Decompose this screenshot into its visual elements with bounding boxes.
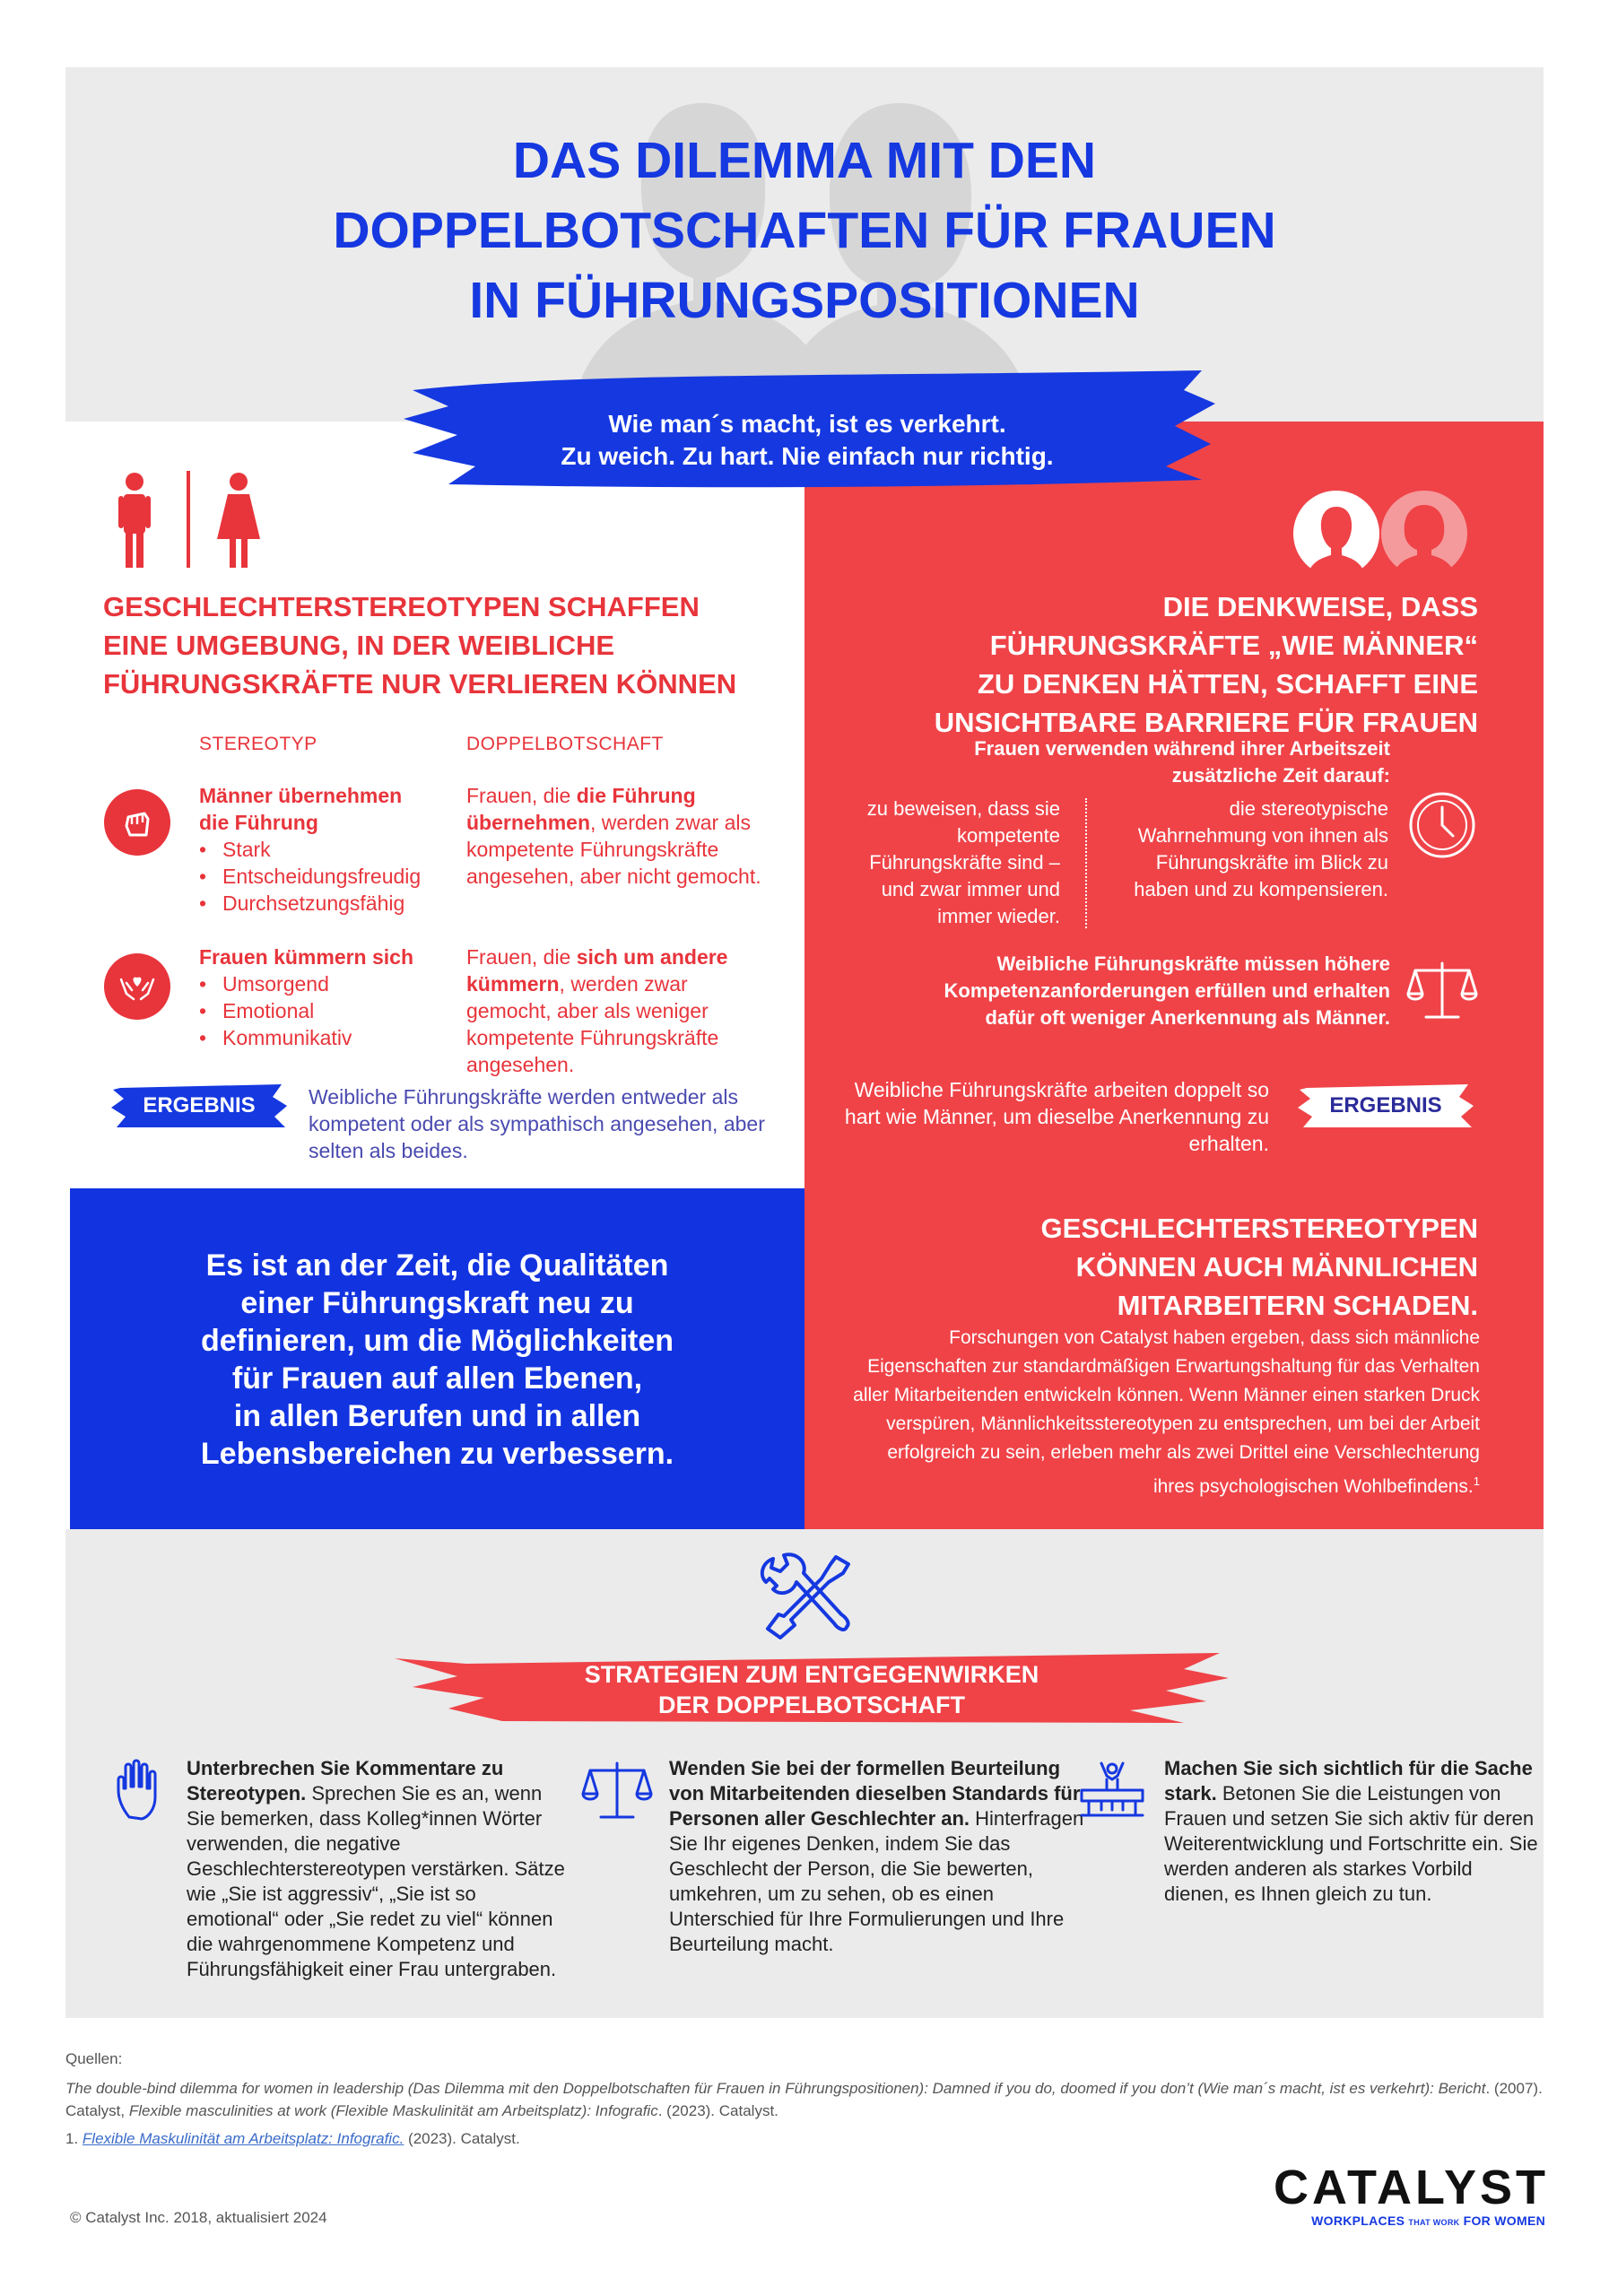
callout-line: Lebensbereichen zu verbessern.: [200, 1437, 674, 1471]
competence-text: Weibliche Führungskräfte müssen höhere Kompetenzanforderungen erfüllen und erhalten dafür oft weniger Anerkennung als Männer.: [944, 952, 1390, 1029]
double-message-2: [466, 944, 762, 1078]
strategies-title: [395, 1659, 1229, 1720]
source-citation: [65, 2077, 1545, 2122]
fist-icon: [104, 789, 170, 856]
list-item: • Emotional: [199, 997, 459, 1024]
strategy-title: Unterbrechen Sie Kommentare zu Stereotypen.: [187, 1757, 504, 1805]
subtitle-line: Zu weich. Zu hart. Nie einfach nur richtig.: [561, 442, 1054, 470]
double-message-1: [466, 782, 798, 890]
strategy-advocate: [1164, 1756, 1541, 1907]
text-segment: THAT WORK: [1408, 2218, 1460, 2227]
list-item: • Umsorgend: [199, 970, 459, 997]
time-compensate-text: die stereotypische Wahrnehmung von ihnen als Führungskräfte im Blick zu haben und zu kompensieren.: [1134, 797, 1388, 900]
left-heading: [103, 587, 803, 703]
strategy-body: Betonen Sie die Leistungen von Frauen und setzen Sie sich aktiv für deren Weiterentwicklung und Fortschritte ein. Sie werden anderen als starkes Vorbild dienen, es Ihnen gleich zu tun.: [1164, 1782, 1538, 1905]
list-item: • Entscheidungsfreudig: [199, 863, 459, 890]
time-intro-line: Frauen verwenden während ihrer Arbeitszeit: [974, 737, 1390, 760]
scale-icon: [581, 1760, 653, 1822]
stereotype-title: die Führung: [199, 811, 318, 834]
male-text-body: Forschungen von Catalyst haben ergeben, dass sich männliche Eigenschaften zur standardmäßigen Erwartungshaltung für das Verhalten aller Mitarbeitenden entwickeln können. Wenn Männer einen starken Druck verspüren, Männlichkeitsstereotypen zu entsprechen, um bei der Arbeit erfolgreich zu sein, erleben mehr als zwei Drittel eine Verschlechterung ihres psychologischen Wohlbefindens.: [853, 1327, 1480, 1497]
text-segment: , werden zwar gemocht, aber als weniger kompetente Führungskräfte angesehen.: [466, 972, 719, 1076]
column-header-double: DOPPELBOTSCHAFT: [466, 734, 664, 754]
podium-champion-icon: [1076, 1760, 1148, 1822]
strategy-interrupt: [187, 1756, 572, 1982]
right-heading-line: DIE DENKWEISE, DASS: [1162, 591, 1478, 622]
column-header-stereotype: STEREOTYP: [199, 734, 317, 754]
left-heading-line: GESCHLECHTERSTEREOTYPEN SCHAFFEN: [103, 591, 700, 622]
raised-hand-icon: [115, 1758, 169, 1821]
list-item: • Stark: [199, 836, 459, 863]
male-text: [848, 1324, 1480, 1501]
strategy-title: Wenden Sie bei der formellen Beurteilung von Mitarbeitenden dieselben Standards für Personen aller Geschlechter an.: [669, 1757, 1081, 1830]
time-intro: [807, 735, 1390, 789]
stereotype-title: Frauen kümmern sich: [199, 945, 414, 969]
text-segment: Frauen, die: [466, 784, 577, 807]
list-item: • Kommunikativ: [199, 1024, 459, 1051]
left-heading-line: FÜHRUNGSKRÄFTE NUR VERLIEREN KÖNNEN: [103, 668, 737, 700]
callout-line: definieren, um die Möglichkeiten: [200, 1324, 674, 1358]
text-segment: The double-bind dilemma for women in leadership (Das Dilemma mit den Doppelbotschaften für Frauen in Führungspositionen): Damned if you do, doomed if you don’t (Wie man´s macht, ist es verkehrt): Bericht: [65, 2080, 1486, 2097]
caring-hands-icon: [104, 953, 170, 1020]
male-heading-line: MITARBEITERN SCHADEN.: [1117, 1290, 1478, 1321]
scale-icon: [1406, 958, 1478, 1024]
callout-line: einer Führungskraft neu zu: [240, 1286, 634, 1320]
right-heading: [807, 587, 1478, 742]
footnote-mark: 1: [1473, 1474, 1480, 1488]
man-woman-icon: [115, 471, 267, 570]
time-proof-text: zu beweisen, dass sie kompetente Führungskräfte sind – und zwar immer und immer wieder.: [866, 797, 1060, 927]
clock-icon: [1406, 789, 1478, 861]
subtitle-line: Wie man´s macht, ist es verkehrt.: [608, 410, 1006, 438]
text-segment: (2023). Catalyst.: [404, 2130, 520, 2147]
text-segment: . (2007). Catalyst,: [65, 2080, 1543, 2119]
strategy-body: Sprechen Sie es an, wenn Sie bemerken, dass Kolleg*innen Wörter verwenden, die negative Geschlechterstereotypen verstärken. Sätze wie „Sie ist aggressiv“, „Sie ist so emotional“ oder „Sie redet zu viel“ können die wahrgenommene Kompetenz und Führungsfähigkeit einer Frau untergraben.: [187, 1782, 565, 1980]
ergebnis-badge-right: [1296, 1081, 1475, 1131]
title-line: DAS DILEMMA MIT DEN: [512, 132, 1097, 189]
ergebnis-badge-left: [109, 1081, 289, 1131]
text-segment: WORKPLACES: [1311, 2213, 1409, 2228]
strategies-title-line: DER DOPPELBOTSCHAFT: [657, 1692, 965, 1718]
list-item: • Durchsetzungsfähig: [199, 890, 459, 917]
stereotype-men-lead: [199, 782, 459, 917]
copyright: © Catalyst Inc. 2018, aktualisiert 2024: [70, 2209, 327, 2226]
footnote: [65, 2127, 1545, 2150]
dotted-divider: [1085, 798, 1087, 928]
sources-label: Quellen:: [65, 2050, 123, 2067]
right-heading-line: UNSICHTBARE BARRIERE FÜR FRAUEN: [934, 707, 1478, 738]
result-text-left: Weibliche Führungskräfte werden entweder als kompetent oder als sympathisch angesehen, aber selten als beides.: [309, 1085, 765, 1162]
text-segment: , werden zwar als kompetente Führungskräfte angesehen, aber nicht gemocht.: [466, 811, 761, 888]
text-segment: . (2023). Catalyst.: [657, 2102, 778, 2119]
subtitle: [395, 408, 1220, 473]
ergebnis-label: ERGEBNIS: [1329, 1093, 1442, 1118]
logo-tagline: [1274, 2213, 1545, 2228]
left-heading-line: EINE UMGEBUNG, IN DER WEIBLICHE: [103, 630, 615, 661]
page-title: [65, 126, 1544, 335]
callout-line: in allen Berufen und in allen: [233, 1399, 641, 1433]
male-heading-line: GESCHLECHTERSTEREOTYPEN: [1040, 1213, 1478, 1244]
text-segment: die Führung übernehmen: [466, 784, 696, 834]
footnote-link[interactable]: Flexible Maskulinität am Arbeitsplatz: Infografic.: [82, 2130, 404, 2147]
male-heading-line: KÖNNEN AUCH MÄNNLICHEN: [1075, 1251, 1478, 1283]
result-text-right: Weibliche Führungskräfte arbeiten doppelt so hart wie Männer, um dieselbe Anerkennung zu erhalten.: [844, 1078, 1269, 1155]
text-segment: sich um andere kümmern: [466, 945, 728, 996]
catalyst-logo: [1274, 2161, 1550, 2228]
stereotype-women-care: [199, 944, 459, 1051]
callout-line: für Frauen auf allen Ebenen,: [231, 1361, 643, 1396]
right-heading-line: FÜHRUNGSKRÄFTE „WIE MÄNNER“: [989, 630, 1478, 661]
blue-callout-text: [70, 1247, 804, 1473]
stereotype-title: Männer übernehmen: [199, 784, 403, 807]
text-segment: FOR WOMEN: [1459, 2213, 1545, 2228]
title-line: IN FÜHRUNGSPOSITIONEN: [469, 272, 1140, 329]
title-line: DOPPELBOTSCHAFTEN FÜR FRAUEN: [333, 202, 1276, 259]
strategies-title-line: STRATEGIEN ZUM ENTGEGENWIRKEN: [584, 1661, 1039, 1688]
strategy-title: Machen Sie sich sichtlich für die Sache stark.: [1164, 1757, 1533, 1805]
text-segment: Frauen, die: [466, 945, 577, 969]
male-heading: [807, 1209, 1478, 1325]
wrench-screwdriver-icon: [755, 1552, 854, 1641]
text-segment: 1.: [65, 2130, 83, 2147]
logo-wordmark: CATALYST: [1274, 2161, 1550, 2214]
time-intro-line: zusätzliche Zeit darauf:: [1171, 764, 1390, 787]
ergebnis-label: ERGEBNIS: [143, 1093, 256, 1118]
right-heading-line: ZU DENKEN HÄTTEN, SCHAFFT EINE: [978, 668, 1478, 700]
callout-line: Es ist an der Zeit, die Qualitäten: [205, 1248, 669, 1283]
strategy-standards: [669, 1756, 1091, 1957]
strategy-body: Hinterfragen Sie Ihr eigenes Denken, indem Sie das Geschlecht der Person, die Sie bewerten, umkehren, um zu sehen, ob es einen Unterschied für Ihre Formulierungen und Ihre Beurteilung macht.: [669, 1807, 1084, 1955]
text-segment: Flexible masculinities at work (Flexible Maskulinität am Arbeitsplatz): Infografic: [128, 2102, 658, 2119]
sources: [65, 2048, 1545, 2150]
person-avatars-icon: [1292, 489, 1484, 578]
